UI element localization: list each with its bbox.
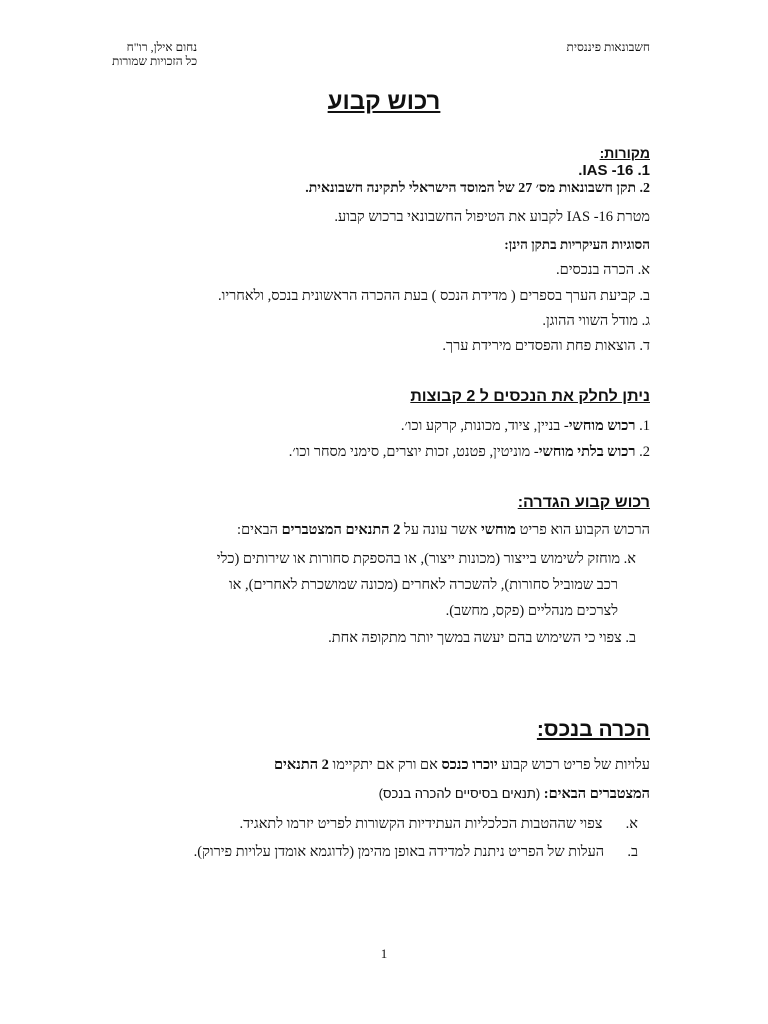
- sources-item-2: 2. תקן חשבונאות מס׳ 27 של המוסד הישראלי לתקינה חשבונאית.: [305, 181, 650, 196]
- recognition-p1-mid: אם ורק אם יתקיימו: [332, 757, 438, 773]
- purpose-text: מטרת IAS -16 לקבוע את הטיפול החשבונאי ברכוש קבוע.: [334, 209, 650, 225]
- recognition-item-b-text: העלות של הפריט ניתנת למדידה באופן מהימן (לדוגמא אומדן עלויות פירוק).: [193, 844, 605, 860]
- recognition-item-a: [240, 815, 638, 833]
- groups-item-2: [289, 443, 650, 461]
- recognition-p1-bold-1: יוכרו כנכס: [441, 757, 498, 773]
- recognition-heading: הכרה בנכס:: [536, 718, 650, 741]
- recognition-p2-rest: (תנאים בסיסיים להכרה בנכס): [378, 786, 541, 801]
- definition-b: ב. צפוי כי השימוש בהם יעשה במשך יותר מתקופה אחת.: [328, 630, 636, 646]
- recognition-item-b-label: ב.: [627, 844, 638, 860]
- groups-item-2-rest: - מוניטין, פטנט, זכות יוצרים, סימני מסחר וכו׳.: [288, 444, 539, 460]
- recognition-item-a-label: א.: [625, 816, 638, 832]
- definition-intro-bold-1: מוחשי: [480, 522, 516, 538]
- recognition-item-b: [194, 843, 638, 861]
- page-number: 1: [380, 946, 388, 961]
- definition-a-line-2: רכב שמוביל סחורות), להשכרה לאחרים (מכונה שמושכרת לאחרים), או: [228, 577, 618, 593]
- recognition-p1-bold-2: 2 התנאים: [273, 757, 329, 773]
- groups-item-1-rest: - בניין, ציוד, מכונות, קרקע וכו׳.: [400, 418, 569, 434]
- sources-item-1: [578, 162, 650, 180]
- header-course: חשבונאות פיננסית: [566, 40, 650, 54]
- groups-heading: ניתן לחלק את הנכסים ל 2 קבוצות: [410, 388, 650, 405]
- definition-a-line-1: א. מוחזק לשימוש בייצור (מכונות ייצור), או בהספקת סחורות או שירותים (כלי: [216, 551, 636, 567]
- sources-heading: מקורות:: [599, 145, 650, 161]
- definition-heading: רכוש קבוע הגדרה:: [517, 494, 650, 511]
- main-issue-b: ב. קביעת הערך בספרים ( מדידת הנכס ) בעת ההכרה הראשונית בנכס, ולאחריו.: [217, 288, 650, 304]
- main-issue-a: א. הכרה בנכסים.: [556, 262, 650, 278]
- definition-intro-post: הבאים:: [237, 522, 278, 538]
- header-author: נחום אילן, רו"ח: [126, 40, 198, 54]
- sources-item-1-text: 1. IAS -16.: [578, 162, 650, 179]
- header-rights: כל הזכויות שמורות: [112, 54, 198, 68]
- groups-item-1-num: 1.: [639, 418, 650, 434]
- main-issues-heading: הסוגיות העיקריות בתקן הינן:: [504, 237, 650, 252]
- page-title: רכוש קבוע: [327, 88, 441, 115]
- header-author-block: [112, 40, 197, 68]
- groups-item-1: [401, 417, 650, 435]
- definition-intro-mid: אשר עונה על: [404, 522, 478, 538]
- definition-intro-bold-2: 2 התנאים המצטברים: [281, 522, 401, 538]
- recognition-line-2: [379, 785, 650, 803]
- recognition-line-1: [274, 756, 650, 774]
- main-issue-d: ד. הוצאות פחת והפסדים מירידת ערך.: [442, 338, 650, 354]
- groups-item-2-bold: רכוש בלתי מוחשי: [538, 444, 636, 460]
- groups-item-2-num: 2.: [639, 444, 650, 460]
- recognition-p1-pre: עלויות של פריט רכוש קבוע: [501, 757, 650, 773]
- definition-intro: [237, 521, 650, 539]
- groups-item-1-bold: רכוש מוחשי: [568, 418, 636, 434]
- definition-a-line-3: לצרכים מנהליים (פקס, מחשב).: [445, 603, 618, 619]
- definition-intro-pre: הרכוש הקבוע הוא פריט: [519, 522, 650, 538]
- main-issue-c: ג. מודל השווי ההוגן.: [542, 313, 650, 329]
- recognition-item-a-text: צפוי שההטבות הכלכליות העתידיות הקשורות לפריט יזרמו לתאגיד.: [239, 816, 603, 832]
- recognition-p2-bold: המצטברים הבאים:: [543, 786, 650, 802]
